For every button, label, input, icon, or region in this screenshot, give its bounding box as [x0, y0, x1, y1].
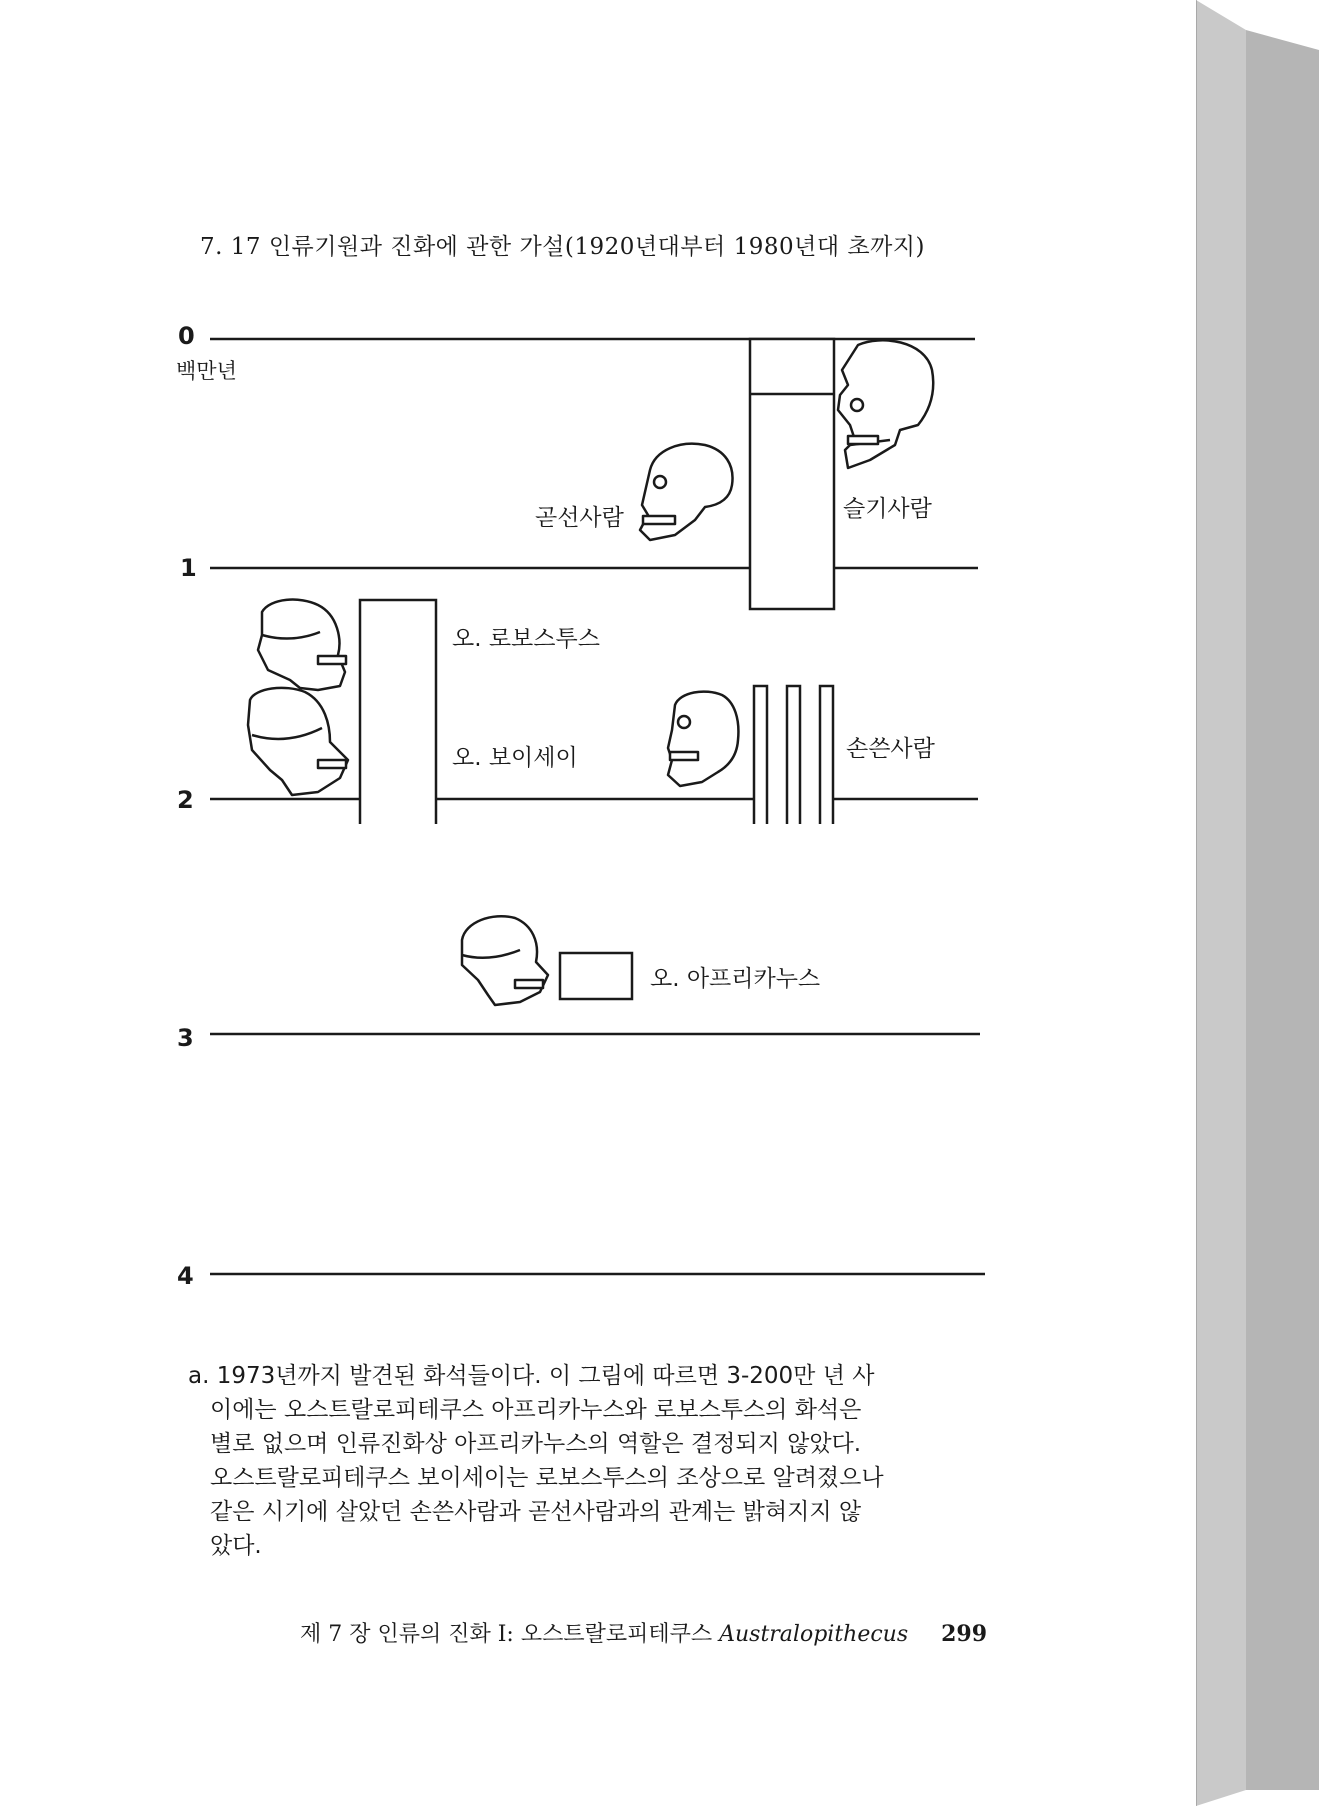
- label-homo-sapiens: 슬기사람: [843, 496, 932, 522]
- label-homo-habilis: 손쓴사람: [846, 736, 935, 762]
- note-line-3: 별로 없으며 인류진화상 아프리카누스의 역할은 결정되지 않았다.: [210, 1431, 862, 1457]
- erectus-sapiens-block: [750, 339, 834, 609]
- note-line-4: 오스트랄로피테쿠스 보이세이는 로보스투스의 조상으로 알려졌으나: [210, 1465, 884, 1491]
- note-line-2: 이에는 오스트랄로피테쿠스 아프리카누스와 로보스투스의 화석은: [210, 1397, 862, 1423]
- robustus-skull-icon: [258, 600, 346, 690]
- sapiens-skull-icon: [838, 340, 933, 468]
- note-line-6: 았다.: [210, 1533, 262, 1559]
- running-footer: [300, 1617, 987, 1648]
- footer-latin-title: Australopithecus: [719, 1622, 909, 1647]
- footer-chapter: 제 7 장 인류의 진화 Ⅰ: 오스트랄로피테쿠스: [300, 1622, 713, 1647]
- y-tick-4: 4: [177, 1262, 194, 1290]
- afarensis-block: [560, 953, 632, 999]
- note-line-1: a. 1973년까지 발견된 화석들이다. 이 그림에 따르면 3-200만 년 사: [188, 1363, 875, 1389]
- robustus-boisei-block: [360, 600, 436, 824]
- africanus-skull-icon: [462, 916, 548, 1005]
- y-tick-3: 3: [177, 1024, 194, 1052]
- boisei-skull-icon: [248, 688, 348, 795]
- habilis-bar-1: [754, 686, 767, 824]
- y-tick-2: 2: [177, 786, 194, 814]
- note-line-5: 같은 시기에 살았던 손쓴사람과 곧선사람과의 관계는 밝혀지지 않: [210, 1499, 862, 1525]
- habilis-bar-3: [820, 686, 833, 824]
- label-homo-erectus: 곧선사람: [535, 505, 624, 531]
- y-tick-0: 0: [178, 322, 195, 350]
- figure-note: [188, 1359, 948, 1563]
- label-boisei: 오. 보이세이: [452, 745, 578, 771]
- label-robustus: 오. 로보스투스: [452, 626, 600, 652]
- erectus-skull-icon: [640, 444, 733, 540]
- page-number: 299: [941, 1621, 988, 1647]
- habilis-skull-icon: [668, 692, 738, 786]
- y-tick-1: 1: [180, 554, 197, 582]
- y-axis-unit: 백만년: [176, 359, 237, 383]
- figure-caption: 7. 17 인류기원과 진화에 관한 가설(1920년대부터 1980년대 초까지): [200, 234, 925, 260]
- label-africanus: 오. 아프리카누스: [650, 966, 821, 992]
- habilis-bar-2: [787, 686, 800, 824]
